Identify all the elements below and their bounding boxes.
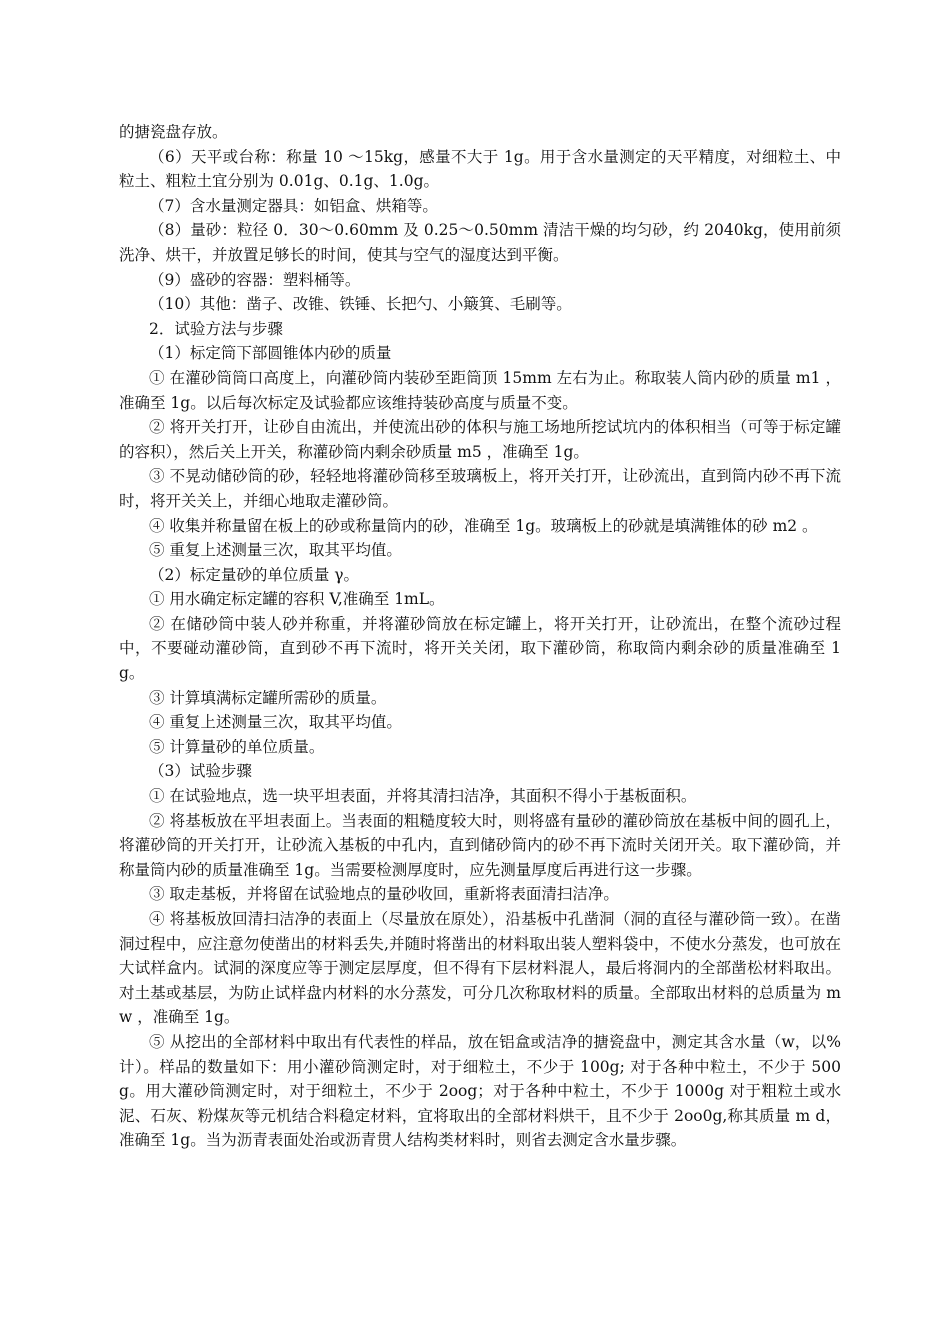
section-heading: 2．试验方法与步骤 — [149, 319, 283, 338]
paragraph: ⑤ 重复上述测量三次，取其平均值。 — [149, 541, 402, 560]
paragraph: （9）盛砂的容器：塑料桶等。 — [149, 270, 361, 289]
paragraph: （7）含水量测定器具：如铝盒、烘箱等。 — [149, 196, 438, 215]
subsection-heading: （2）标定量砂的单位质量 γ。 — [149, 565, 360, 584]
paragraph: （8）量砂：粒径 0．30～0.60mm 及 0.25～0.50mm 清洁干燥的均匀砂，约 2040kg，使用前须洗净、烘干，并放置足够长的时间，使其与空气的湿度达到平衡。 — [119, 221, 841, 264]
paragraph: ⑤ 计算量砂的单位质量。 — [149, 737, 325, 756]
paragraph: ③ 取走基板，并将留在试验地点的量砂收回，重新将表面清扫洁净。 — [149, 885, 619, 904]
paragraph: ① 在试验地点，选一块平坦表面，并将其清扫洁净，其面积不得小于基板面积。 — [149, 787, 697, 806]
paragraph: ⑤ 从挖出的全部材料中取出有代表性的样品，放在铝盒或洁净的搪瓷盘中，测定其含水量（w，以%计）。样品的数量如下：用小灌砂筒测定时，对于细粒土，不少于 100g; 对于各种中粒土，不少于 500g。用大灌砂筒测定时，对于细粒土，不少于 2oog；对于各种中粒土，不少于 1000g 对于粗粒土或水泥、石灰、粉煤灰等元机结合料稳定材料，宜将取出的全部材料烘干，且不少于 2oo0g,称其质量 m d，准确至 1g。当为沥青表面处治或沥青贯人结构类材料时，则省去测定含水量步骤。 — [119, 1032, 841, 1150]
paragraph: （10）其他：凿子、改锥、铁锤、长把勺、小簸箕、毛刷等。 — [149, 295, 572, 314]
paragraph: 的搪瓷盘存放。 — [119, 123, 228, 141]
subsection-heading: （1）标定筒下部圆锥体内砂的质量 — [149, 344, 392, 363]
paragraph: ② 将开关打开，让砂自由流出，并使流出砂的体积与施工场地所挖试坑内的体积相当（可等于标定罐的容积），然后关上开关，称灌砂筒内剩余砂质量 m5 ，准确至 1g。 — [119, 418, 841, 461]
paragraph: ④ 将基板放回清扫洁净的表面上（尽量放在原处），沿基板中孔凿洞（洞的直径与灌砂筒一致）。在凿洞过程中，应注意勿使凿出的材料丢失,并随时将凿出的材料取出装人塑料袋中，不使水分蒸发，也可放在大试样盒内。试洞的深度应等于测定层厚度，但不得有下层材料混人，最后将洞内的全部凿松材料取出。对土基或基层，为防止试样盘内材料的水分蒸发，可分几次称取材料的质量。全部取出材料的总质量为 mw ，准确至 1g。 — [119, 910, 841, 1027]
paragraph: ① 在灌砂筒筒口高度上，向灌砂筒内装砂至距筒顶 15mm 左右为止。称取装人筒内砂的质量 m1 ，准确至 1g。以后每次标定及试验都应该维持装砂高度与质量不变。 — [119, 368, 841, 412]
paragraph: ④ 收集并称量留在板上的砂或称量筒内的砂，准确至 1g。玻璃板上的砂就是填满锥体的砂 m2 。 — [149, 516, 818, 535]
paragraph: ④ 重复上述测量三次，取其平均值。 — [149, 713, 402, 732]
paragraph: ③ 不晃动储砂筒的砂，轻轻地将灌砂筒移至玻璃板上，将开关打开，让砂流出，直到筒内砂不再下流时，将开关关上，并细心地取走灌砂筒。 — [119, 467, 841, 510]
paragraph: ③ 计算填满标定罐所需砂的质量。 — [149, 688, 387, 707]
paragraph: ② 在储砂筒中装人砂并称重，并将灌砂筒放在标定罐上，将开关打开，让砂流出，在整个流砂过程中，不要碰动灌砂筒，直到砂不再下流时，将开关关闭，取下灌砂筒，称取筒内剩余砂的质量准确至 1g。 — [119, 614, 841, 683]
subsection-heading: （3）试验步骤 — [149, 762, 252, 781]
paragraph: ① 用水确定标定罐的容积 V,准确至 1mL。 — [149, 590, 445, 609]
paragraph: ② 将基板放在平坦表面上。当表面的粗糙度较大时，则将盛有量砂的灌砂筒放在基板中间的圆孔上，将灌砂筒的开关打开，让砂流入基板的中孔内，直到储砂筒内的砂不再下流时关闭开关。取下灌砂筒，并称量筒内砂的质量准确至 1g。当需要检测厚度时，应先测量厚度后再进行这一步骤。 — [119, 811, 841, 879]
paragraph: （6）天平或台称：称量 10 ～15kg，感量不大于 1g。用于含水量测定的天平精度，对细粒土、中粒土、粗粒土宜分别为 0.01g、0.1g、1.0g。 — [119, 147, 841, 191]
document-body — [119, 120, 841, 1153]
